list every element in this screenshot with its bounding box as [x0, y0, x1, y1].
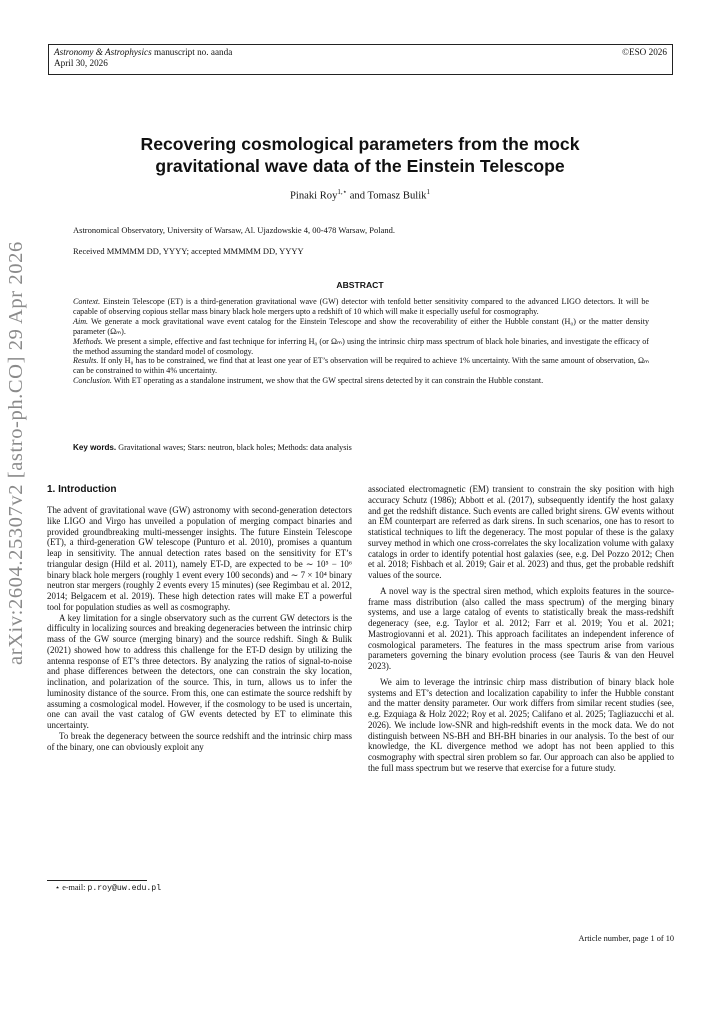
page-number: Article number, page 1 of 10	[578, 934, 674, 943]
paragraph: The advent of gravitational wave (GW) astronomy with second-generation detectors like LIGO and Virgo has unveiled a population of merging compact binaries and provided groundbreaking multi-messenger insights. The future Einstein Telescope (ET), a third-generation GW telescope (Punturo et al. 2010), promises a quantum leap in sensitivity. The annual detection rates based on the sensitivity for ET’s triangular design (Hild et al. 2011), namely ET-D, are expected to be ∼ 10⁵ − 10⁶ binary black hole mergers (roughly 1 event every 100 seconds) and ∼ 7 × 10⁴ binary neutron star mergers (roughly 2 events every 15 minutes) (see Regimbau et al. 2012, 2014; Belgacem et al. 2019). These high detection rates will make ET a powerful tool for population studies as well as cosmography.	[47, 505, 352, 612]
footnote-mark: ⋆	[55, 883, 61, 892]
keywords-label: Key words.	[73, 443, 117, 452]
abstract-body	[73, 297, 649, 386]
arxiv-stamp: arXiv:2604.25307v2 [astro-ph.CO] 29 Apr 2026	[5, 241, 27, 665]
author-name: Tomasz Bulik	[367, 190, 427, 202]
footnote-divider	[47, 880, 147, 881]
keywords-text: Gravitational waves; Stars: neutron, black holes; Methods: data analysis	[118, 443, 352, 452]
author-superscript: 1	[426, 188, 430, 196]
abstract-label: Context.	[73, 297, 101, 306]
author-list	[60, 188, 660, 202]
abstract-text: With ET operating as a standalone instrument, we show that the GW spectral sirens detected by it can constrain the Hubble constant.	[113, 376, 544, 386]
abstract-methods	[73, 337, 649, 357]
header-copyright: ©ESO 2026	[621, 47, 667, 57]
section-heading: 1. Introduction	[47, 484, 117, 495]
abstract-label: Aim.	[73, 316, 89, 326]
footnote-label: e-mail:	[62, 883, 86, 892]
author-superscript: 1,⋆	[337, 188, 348, 196]
abstract-results	[73, 356, 649, 376]
paragraph: associated electromagnetic (EM) transient to constrain the sky position with high accuracy Schutz (1986); Abbott et al. (2017), subsequently identify the host galaxy and get the redshift distance. Such events are called bright sirens. GW events without an EM counterpart are referred as dark sirens. In such scenarios, one has to resort to statistical techniques to lift the degeneracy. The most popular of these is the galaxy survey method in which one cross-correlates the sky localization volume with galaxy catalogs in order to identify potential host galaxies (see, e.g. Del Pozzo 2012; Chen et al. 2018; Fishbach et al. 2019; Gair et al. 2023) and thus, get the probable redshift values of the source.	[368, 484, 674, 580]
header-date: April 30, 2026	[54, 58, 108, 68]
paper-title	[60, 133, 660, 177]
header-left	[54, 47, 232, 69]
paragraph: A key limitation for a single observatory such as the current GW detectors is the difficulty in localizing sources and breaking degeneracies between the intrinsic chirp mass of the GW source (merging binary) and the source redshift. Singh & Bulik (2021) showed how to address this challenge for the ET-D design by utilizing the antenna response of ET’s three detectors. By analyzing the ratios of signal-to-noise and phase differences between the detectors, one can constrain the sky location, inclination, and polarization of the source. This, in turn, allows us to infer the luminosity distance of the source. From this, one can estimate the source redshift by assuming a cosmological model. However, if the cosmology to be used is uncertain, one can avail the vast catalog of GW events detected by ET to eliminate this uncertainty.	[47, 612, 352, 730]
abstract-context	[73, 297, 649, 317]
abstract-heading: ABSTRACT	[336, 280, 384, 290]
abstract-text: Einstein Telescope (ET) is a third-generation gravitational wave (GW) detector with tenfold better sensitivity compared to the advanced LIGO detectors. It will be capable of observing copious stellar mass binary black hole mergers upto a redshift of 10 which will make it especially useful for cosmography.	[73, 297, 649, 316]
paragraph: A novel way is the spectral siren method, which exploits features in the source-frame mass distribution (also called the mass spectrum) of the merging binary systems, and use a large catalog of events to statistically break the mass-redshift degeneracy (see, e.g. Taylor et al. 2012; Farr et al. 2019; You et al. 2021; Mastrogiovanni et al. 2021). This approach facilitates an independent inference of cosmological parameters. The features in the mass spectrum arise from various parameters governing the binary evolution process (see Tauris & van den Heuvel 2023).	[368, 585, 674, 671]
author-conjunction: and	[349, 190, 365, 202]
abstract-text: If only H₀ has to be constrained, we find that at least one year of ET’s observation will be required to achieve 1% uncertainty. With the same amount of observation, Ωₘ can be constrained to within 4% uncertainty.	[73, 356, 649, 376]
paragraph: We aim to leverage the intrinsic chirp mass distribution of binary black hole systems and ET’s detection and localization capability to infer the Hubble constant and the matter density parameter. Our work differs from similar recent studies (see, e.g. Ezquiaga & Holz 2022; Roy et al. 2025; Califano et al. 2025; Tagliazucchi et al. 2026). We include low-SNR and high-redshift events in the mock data. We do not distinguish between NS-BH and BH-BH binaries in our analysis. To the best of our knowledge, the KL divergence method we adopt has not been applied to this cosmography with spectral siren problem so far. Our approach can also be applied to the full mass spectrum but we reserve that exercise for a future study.	[368, 676, 674, 773]
author-name: Pinaki Roy	[290, 190, 338, 202]
affiliation: Astronomical Observatory, University of Warsaw, Al. Ujazdowskie 4, 00-478 Warsaw, Poland.	[73, 225, 395, 235]
abstract-conclusion	[73, 376, 649, 386]
abstract-label: Conclusion.	[73, 376, 112, 386]
paragraph: To break the degeneracy between the source redshift and the intrinsic chirp mass of the binary, one can obviously exploit any	[47, 730, 352, 752]
keywords	[73, 443, 649, 452]
abstract-label: Results.	[73, 356, 99, 366]
received-line: Received MMMMM DD, YYYY; accepted MMMMM DD, YYYY	[73, 246, 304, 256]
journal-name: Astronomy & Astrophysics	[54, 47, 152, 57]
right-column	[368, 484, 674, 774]
title-line-1: Recovering cosmological parameters from the mock	[140, 134, 580, 154]
footnote	[55, 882, 161, 893]
left-column	[47, 484, 352, 752]
abstract-aim	[73, 317, 649, 337]
email-link[interactable]: p.roy@uw.edu.pl	[87, 884, 162, 893]
abstract-label: Methods.	[73, 336, 103, 346]
manuscript-number: manuscript no. aanda	[153, 47, 233, 57]
abstract-text: We generate a mock gravitational wave event catalog for the Einstein Telescope and show the recoverability of either the Hubble constant (H₀) or the matter density parameter (Ωₘ).	[73, 316, 649, 336]
abstract-text: We present a simple, effective and fast technique for inferring H₀ (or Ωₘ) using the intrinsic chirp mass spectrum of black hole binaries, and investigate the efficacy of the method assuming the standard model of cosmology.	[73, 336, 649, 356]
running-header	[48, 44, 673, 75]
title-line-2: gravitational wave data of the Einstein Telescope	[155, 156, 565, 176]
